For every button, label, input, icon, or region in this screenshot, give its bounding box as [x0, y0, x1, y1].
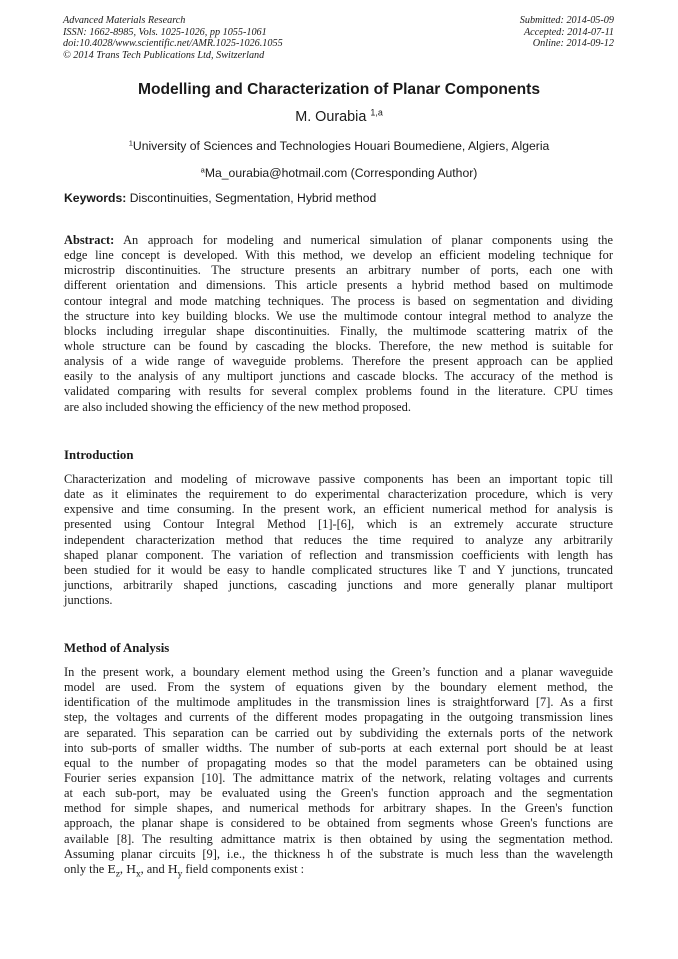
field-h: H — [126, 861, 137, 876]
method-paragraph — [64, 665, 613, 877]
abstract-line: analysis of a wide range of waveguide problems. Therefore the present approach can be applied — [64, 354, 613, 369]
keywords-label: Keywords: — [64, 191, 127, 205]
method-line: Fourier series expansion [10]. The admittance matrix of the network, relating voltages and currents — [64, 770, 613, 785]
introduction-line: shaped planar component. The variation of reflection and transmission coefficients with length has — [64, 547, 613, 562]
introduction-line: presented using Contour Integral Method [1]-[6], which is an extremely accurate structure — [64, 517, 613, 532]
method-line: In the present work, a boundary element method using the Green’s function and a planar waveguide — [64, 665, 613, 679]
abstract-line: easily to the analysis of any multiport junctions and cascade blocks. The accuracy of the method is — [64, 369, 613, 384]
introduction-paragraph — [64, 472, 613, 608]
abstract-line: are also included showing the efficiency of the new method proposed. — [64, 399, 411, 414]
email-superscript: a — [200, 165, 205, 175]
method-line: available [8]. The resulting admittance matrix is then obtained by using the segmentation method. — [64, 831, 613, 846]
abstract-line: whole structure can be found by cascading the blocks. Therefore, the new method is suitable for — [64, 338, 613, 353]
introduction-line: independent characterization method that reduces the time required to analyze any arbitrarily — [64, 532, 613, 547]
author-superscript: 1,a — [370, 107, 383, 118]
abstract-line: edge line concept is developed. With this method, we develop an efficient modeling technique for — [64, 248, 613, 263]
affiliation-superscript: 1 — [128, 138, 133, 148]
online-date: Online: 2014-09-12 — [532, 38, 614, 50]
introduction-line: junctions. — [64, 593, 113, 608]
keywords-text: Discontinuities, Segmentation, Hybrid method — [129, 191, 377, 205]
introduction-line: date as it eliminates the requirement to do experimental characterization procedure, which is very — [64, 487, 613, 502]
accepted-date: Accepted: 2014-07-11 — [523, 26, 614, 38]
abstract-line: blocks including irregular shape discontinuities. Finally, the multimode scattering matrix of the — [64, 323, 613, 338]
method-last-line: only the $E_z$, $H_x$, and $H_y$ field components exist : — [64, 861, 305, 879]
method-line: approach, the planar shape is considered to be obtained from segments whose Green's functions are — [64, 816, 613, 831]
abstract-line: the structure into key building blocks. We use the multimode contour integral method to analyze the — [64, 308, 613, 323]
introduction-line: expensive and time consuming. In the present work, an efficient numerical method for analysis is — [64, 502, 613, 517]
copyright-line: © 2014 Trans Tech Publications Ltd, Switzerland — [63, 49, 265, 61]
method-line: identification of the multimode amplitudes in the transmission lines is straightforward [7]. As a first — [64, 695, 613, 710]
email-text: Ma_ourabia@hotmail.com (Corresponding Author) — [204, 166, 478, 180]
abstract-line: Abstract: An approach for modeling and numerical simulation of planar components using the — [64, 233, 613, 247]
affiliation-line — [0, 139, 678, 153]
method-line: are separated. This separation can be carried out by subdividing the externals ports of the network — [64, 725, 613, 740]
method-line: into sub-ports of smaller widths. The number of sub-ports at each external port should be at least — [64, 740, 613, 755]
abstract-paragraph — [64, 233, 613, 415]
abstract-line: validated comparing with results for several complex problems found in the literature. CPU times — [64, 384, 613, 399]
author-line — [0, 109, 678, 125]
abstract-label: Abstract: — [64, 233, 115, 247]
method-line: at each sub-port, may be evaluated using the Green's function approach and the segmentation — [64, 786, 613, 801]
field-h: H — [167, 861, 178, 876]
introduction-heading: Introduction — [64, 448, 134, 462]
email-line — [0, 166, 678, 180]
method-line: method for simple shapes, and numerical methods for arbitrary shapes. In the Green's function — [64, 801, 613, 816]
affiliation-text: University of Sciences and Technologies Houari Boumediene, Algiers, Algeria — [132, 139, 550, 153]
journal-header-right — [520, 15, 614, 50]
method-line: Assuming planar circuits [9], i.e., the thickness h of the substrate is much less than the wavelength — [64, 846, 613, 861]
method-heading: Method of Analysis — [64, 641, 170, 655]
author-name: M. Ourabia — [295, 109, 367, 125]
abstract-line: microstrip discontinuities. The structure presents an arbitrary number of ports, each one with — [64, 263, 613, 278]
method-line: model are used. From the system of equations given by the boundary element method, the — [64, 680, 613, 695]
abstract-line: different orientation and dimensions. This article presents a hybrid method based on multimode — [64, 278, 613, 293]
method-line: step, the voltages and currents of the different modes propagating in the outgoing transmission lines — [64, 710, 613, 725]
introduction-line: been studied for it would be easy to handle complicated structures like T and Y junctions, truncated — [64, 562, 613, 577]
paper-title: Modelling and Characterization of Planar Components — [137, 81, 540, 98]
journal-name: Advanced Materials Research — [63, 15, 186, 26]
introduction-line: junctions, arbitrarily shaped junctions, cascading junctions and more generally planar multiport — [64, 577, 613, 592]
journal-header-left — [63, 15, 283, 61]
abstract-line: contour integral and mode matching techniques. The process is based on segmentation and dividing — [64, 293, 613, 308]
field-e: E — [107, 861, 116, 876]
issn-line: ISSN: 1662-8985, Vols. 1025-1026, pp 1055-1061 — [63, 26, 267, 38]
doi-line: doi:10.4028/www.scientific.net/AMR.1025-1026.1055 — [63, 38, 283, 50]
keywords-line — [64, 191, 376, 205]
submitted-date: Submitted: 2014-05-09 — [519, 15, 614, 26]
introduction-line: Characterization and modeling of microwave passive components has been an important topic till — [64, 472, 613, 486]
method-line: equal to the number of propagating modes so that the model parameters can be obtained using — [64, 755, 613, 770]
